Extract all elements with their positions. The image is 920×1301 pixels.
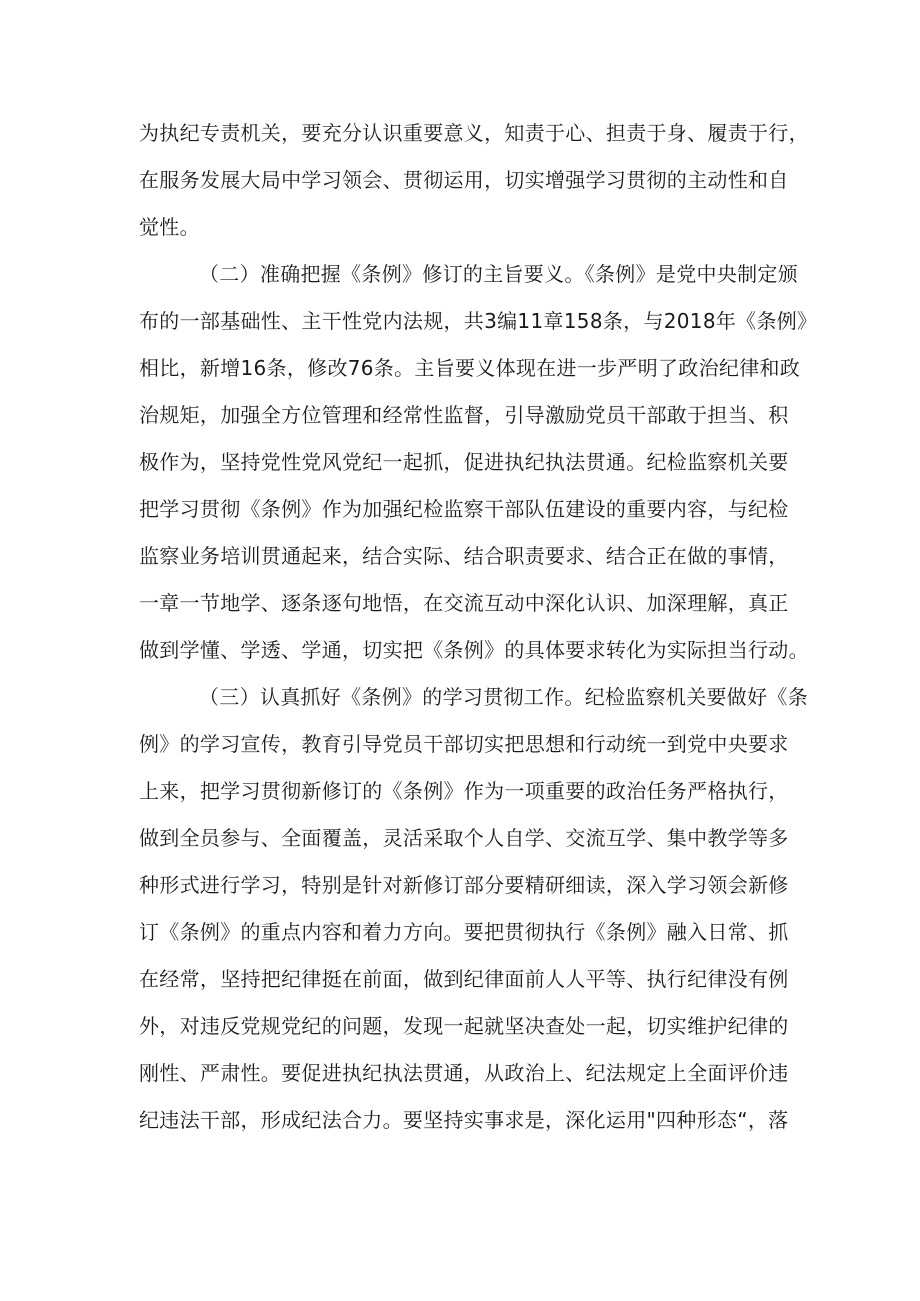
text-line: 治规矩，加强全方位管理和经常性监督，引导激励党员干部敢于担当、积	[139, 403, 789, 427]
section-3-heading-line: （三）认真抓好《条例》的学习贯彻工作。纪检监察机关要做好《条	[199, 685, 808, 709]
text-line: 纪违法干部，形成纪法合力。要坚持实事求是，深化运用"四种形态“，落	[139, 1108, 789, 1132]
paragraph-section-2	[139, 251, 818, 674]
text-line: 外，对违反党规党纪的问题，发现一起就坚决查处一起，切实维护纪律的	[139, 1014, 789, 1038]
text-line: 做到学懂、学透、学通，切实把《条例》的具体要求转化为实际担当行动。	[139, 638, 809, 662]
document-body	[139, 110, 818, 1144]
text-line: 订《条例》的重点内容和着力方向。要把贯彻执行《条例》融入日常、抓	[139, 920, 789, 944]
paragraph-section-3	[139, 674, 808, 1144]
text-line: 觉性。	[139, 215, 200, 239]
text-line: 上来，把学习贯彻新修订的《条例》作为一项重要的政治任务严格执行，	[139, 779, 789, 803]
section-2-heading-line: （二）准确把握《条例》修订的主旨要义。《条例》是党中央制定颁	[199, 262, 798, 286]
text-line: 为执纪专责机关，要充分认识重要意义，知责于心、担责于身、履责于行，	[139, 121, 809, 145]
text-line: 相比，新增16条，修改76条。主旨要义体现在进一步严明了政治纪律和政	[139, 356, 801, 380]
text-line: 做到全员参与、全面覆盖，灵活采取个人自学、交流互学、集中教学等多	[139, 826, 789, 850]
text-line: 监察业务培训贯通起来，结合实际、结合职责要求、结合正在做的事情，	[139, 544, 789, 568]
text-line: 在经常，坚持把纪律挺在前面，做到纪律面前人人平等、执行纪律没有例	[139, 967, 789, 991]
paragraph-continued	[139, 110, 809, 251]
text-line: 极作为，坚持党性党风党纪一起抓，促进执纪执法贯通。纪检监察机关要	[139, 450, 789, 474]
text-line: 例》的学习宣传，教育引导党员干部切实把思想和行动统一到党中央要求	[139, 732, 789, 756]
text-line: 在服务发展大局中学习领会、贯彻运用，切实增强学习贯彻的主动性和自	[139, 168, 789, 192]
text-line: 布的一部基础性、主干性党内法规，共3编11章158条，与2018年《条例》	[139, 309, 818, 333]
text-line: 种形式进行学习，特别是针对新修订部分要精研细读，深入学习领会新修	[139, 873, 789, 897]
text-line: 把学习贯彻《条例》作为加强纪检监察干部队伍建设的重要内容，与纪检	[139, 497, 789, 521]
text-line: 刚性、严肃性。要促进执纪执法贯通，从政治上、纪法规定上全面评价违	[139, 1061, 789, 1085]
text-line: 一章一节地学、逐条逐句地悟，在交流互动中深化认识、加深理解，真正	[139, 591, 789, 615]
